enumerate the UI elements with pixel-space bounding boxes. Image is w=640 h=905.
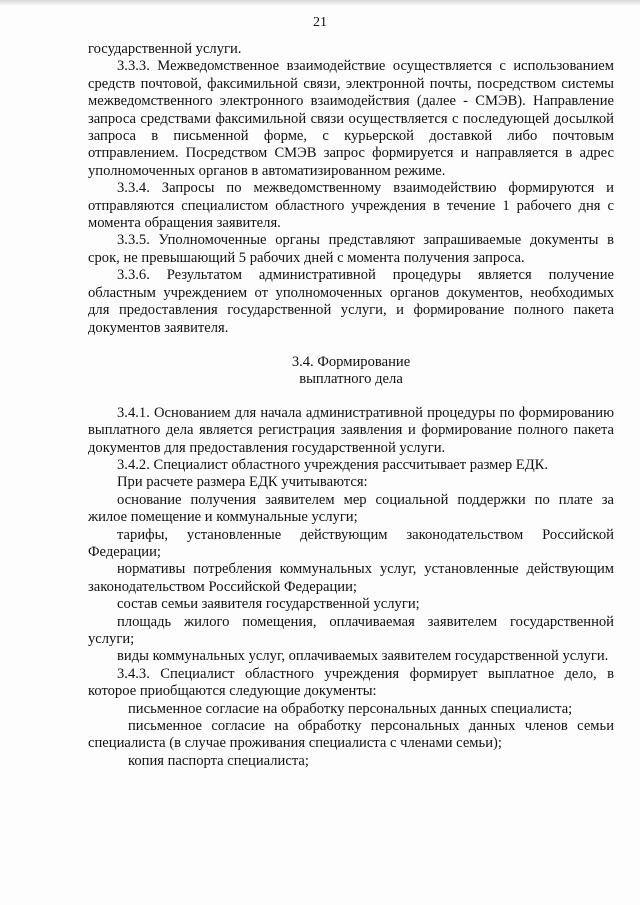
list-item: письменное согласие на обработку персональных данных специалиста; bbox=[128, 700, 573, 717]
paragraph-3-3-4: 3.3.4. Запросы по межведомственному взаимодействию формируются и отправляются специалистом областного учреждения в течение 1 рабочего дня с момента обращения заявителя. bbox=[88, 180, 614, 232]
paragraph-3-3-5: 3.3.5. Уполномоченные органы представляют запрашиваемые документы в срок, не превышающий 5 рабочих дней с момента получения запроса. bbox=[88, 232, 614, 266]
page-content bbox=[88, 41, 614, 770]
list-item: копия паспорта специалиста; bbox=[128, 752, 309, 769]
paragraph: При расчете размера ЕДК учитываются: bbox=[117, 474, 368, 491]
list-item: основание получения заявителем мер социальной поддержки по плате за жилое помещение и коммунальные услуги; bbox=[88, 491, 614, 526]
list-item: виды коммунальных услуг, оплачиваемых заявителем государственной услуги. bbox=[117, 648, 609, 665]
list-item: письменное согласие на обработку персональных данных членов семьи специалиста (в случае проживания специалиста с членами семьи); bbox=[88, 718, 614, 752]
paragraph: государственной услуги. bbox=[88, 41, 242, 57]
section-heading-line2: выплатного дела bbox=[299, 371, 403, 388]
section-heading-line1: 3.4. Формирование bbox=[291, 353, 411, 370]
paragraph-3-4-2: 3.4.2. Специалист областного учреждения рассчитывает размер ЕДК. bbox=[117, 456, 549, 473]
paragraph-3-3-6: 3.3.6. Результатом административной процедуры является получение областным учреждением от уполномоченных органов документов, необходимых для предоставления государственной услуги, и формирование полного пакета документов заявителя. bbox=[88, 267, 614, 336]
paragraph-3-4-1: 3.4.1. Основанием для начала административной процедуры по формированию выплатного дела является регистрация заявления и формирование полного пакета документов для предоставления государственной услуги. bbox=[88, 404, 614, 456]
list-item: состав семьи заявителя государственной услуги; bbox=[117, 596, 420, 613]
page-number: 21 bbox=[313, 15, 327, 30]
scan-edge bbox=[0, 0, 640, 6]
paragraph-3-3-3: 3.3.3. Межведомственное взаимодействие осуществляется с использованием средств почтовой, факсимильной связи, электронной почты, посредством системы межведомственного электронного взаимодействия (далее - СМЭВ). Направление запроса средствами факсимильной связи осуществляется с последующей досылкой запроса в письменной форме, с курьерской доставкой либо почтовым отправлением. Посредством СМЭВ запрос формируется и направляется в адрес уполномоченных органов в автоматизированном режиме. bbox=[88, 58, 614, 179]
list-item: нормативы потребления коммунальных услуг, установленные действующим законодательством Российской Федерации; bbox=[88, 561, 614, 595]
list-item: тарифы, установленные действующим законодательством Российской Федерации; bbox=[88, 526, 614, 560]
paragraph-3-4-3: 3.4.3. Специалист областного учреждения формирует выплатное дело, в которое приобщаются следующие документы: bbox=[88, 665, 614, 700]
list-item: площадь жилого помещения, оплачиваемая заявителем государственной услуги; bbox=[88, 613, 614, 647]
